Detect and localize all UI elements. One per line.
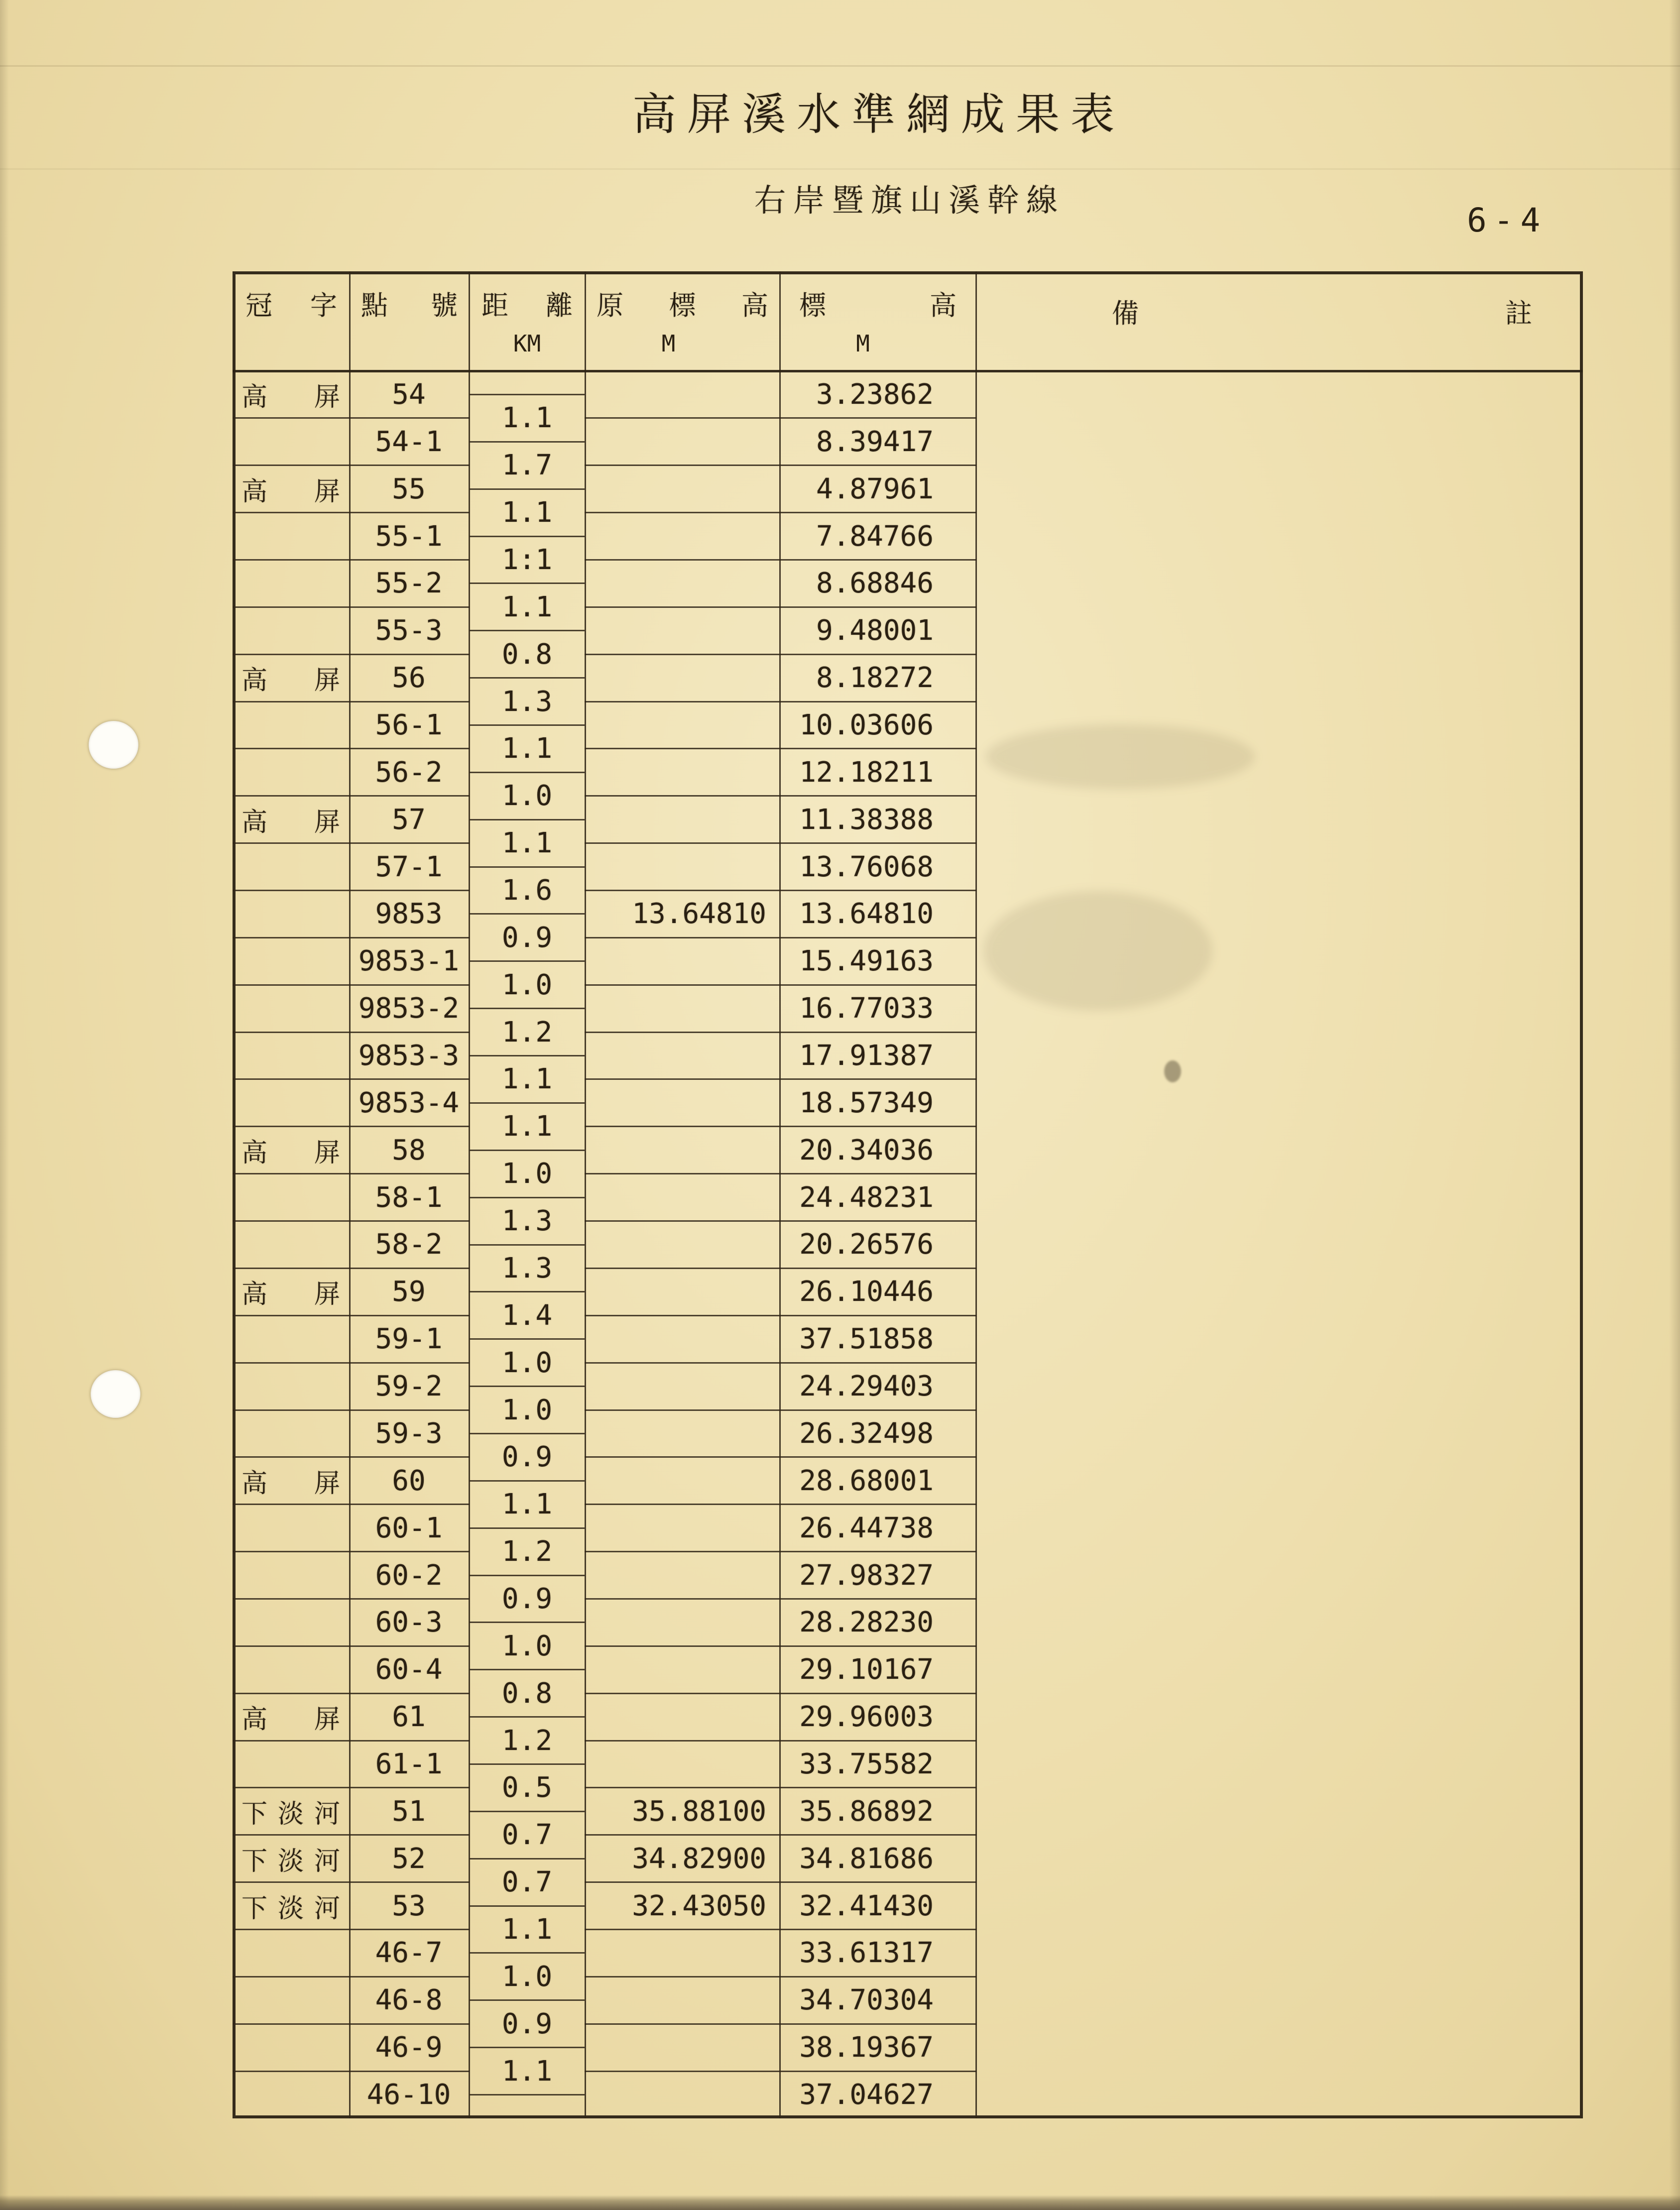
row-prefix: 高 屏 — [241, 382, 340, 412]
row-prefix: 高 屏 — [241, 666, 340, 696]
row-elevation: 24.48231 — [799, 1181, 934, 1214]
row-line — [233, 701, 470, 702]
distance-value: 0.5 — [501, 1771, 553, 1804]
row-line — [233, 1220, 470, 1222]
row-point: 56-2 — [375, 756, 443, 789]
row-elevation: 38.19367 — [799, 2031, 934, 2064]
row-point: 54-1 — [375, 425, 443, 458]
row-line — [233, 1976, 470, 1977]
row-elevation: 16.77033 — [799, 992, 934, 1025]
row-line — [233, 1504, 470, 1505]
row-point: 61-1 — [375, 1748, 443, 1780]
distance-value: 0.8 — [501, 638, 553, 671]
row-point: 9853-1 — [358, 945, 460, 978]
distance-value: 1.1 — [501, 732, 553, 765]
row-line — [585, 1362, 976, 1364]
row-line — [233, 748, 470, 749]
page-subtitle: 右岸暨旗山溪幹線 — [754, 182, 1065, 219]
distance-value: 1.2 — [501, 1016, 553, 1048]
row-line — [233, 1645, 470, 1647]
header-point-label: 點 號 — [361, 290, 458, 321]
row-line — [233, 654, 470, 655]
header-remarks — [976, 271, 1583, 371]
header-orig-elevation-unit: M — [661, 330, 676, 357]
row-line — [585, 2023, 976, 2025]
scan-edge-left — [0, 0, 9, 2210]
row-prefix: 高 屏 — [241, 1468, 340, 1499]
row-line — [233, 1078, 470, 1080]
row-line — [585, 795, 976, 797]
row-line — [585, 1173, 976, 1174]
row-line — [585, 1551, 976, 1552]
distance-value: 0.9 — [501, 1441, 553, 1474]
row-line — [233, 1268, 470, 1269]
row-orig-elevation: 35.88100 — [632, 1795, 766, 1828]
row-point: 46-7 — [375, 1937, 443, 1970]
row-elevation: 26.32498 — [799, 1417, 934, 1450]
row-prefix: 高 屏 — [241, 1705, 340, 1735]
row-prefix: 下 淡 河 — [241, 1846, 340, 1876]
header-prefix-label: 冠 字 — [245, 290, 337, 321]
row-line — [233, 1881, 470, 1883]
distance-value: 1.7 — [501, 449, 553, 482]
header-orig-elevation — [586, 271, 779, 371]
row-point: 61 — [392, 1701, 426, 1734]
row-prefix: 高 屏 — [241, 476, 340, 507]
row-prefix: 高 屏 — [241, 1138, 340, 1168]
row-point: 46-9 — [375, 2031, 443, 2064]
row-line — [233, 1598, 470, 1600]
row-elevation: 34.70304 — [799, 1984, 934, 2017]
distance-value: 1.1 — [501, 590, 553, 623]
header-distance-unit: KM — [513, 330, 541, 357]
row-line — [585, 2071, 976, 2072]
row-line — [585, 748, 976, 749]
row-point: 51 — [392, 1795, 426, 1828]
row-line — [585, 1693, 976, 1694]
row-line — [585, 890, 976, 891]
row-line — [233, 842, 470, 844]
row-line — [585, 1126, 976, 1127]
row-line — [233, 984, 470, 986]
row-line — [233, 1409, 470, 1411]
row-elevation: 10.03606 — [799, 708, 934, 741]
row-point: 57 — [392, 803, 426, 836]
row-point: 60-1 — [375, 1512, 443, 1544]
row-elevation: 33.75582 — [799, 1748, 934, 1780]
distance-value: 0.9 — [501, 2007, 553, 2040]
row-elevation: 26.10446 — [799, 1276, 934, 1308]
row-line — [585, 606, 976, 608]
row-line — [585, 1456, 976, 1458]
row-elevation: 8.68846 — [816, 567, 934, 600]
row-point: 59-2 — [375, 1370, 443, 1403]
row-point: 56-1 — [375, 708, 443, 741]
header-distance-label: 距 離 — [481, 290, 573, 321]
row-point: 60 — [392, 1464, 426, 1497]
row-point: 60-4 — [375, 1653, 443, 1686]
distance-value: 1.1 — [501, 402, 553, 435]
row-line — [585, 1881, 976, 1883]
page-title: 高屏溪水準網成果表 — [632, 89, 1125, 140]
distance-value: 0.8 — [501, 1677, 553, 1710]
paper-crease — [0, 168, 1680, 170]
row-line — [585, 1834, 976, 1836]
row-prefix: 下 淡 河 — [241, 1799, 340, 1829]
row-elevation: 32.41430 — [799, 1889, 934, 1922]
row-point: 55 — [392, 472, 426, 505]
row-point: 9853-2 — [358, 992, 460, 1025]
row-line — [585, 1787, 976, 1788]
row-elevation: 12.18211 — [799, 756, 934, 789]
header-elevation-label: 標 高 — [799, 290, 957, 321]
row-prefix: 高 屏 — [241, 807, 340, 837]
row-point: 55-1 — [375, 520, 443, 553]
row-line — [585, 1929, 976, 1930]
row-orig-elevation: 32.43050 — [632, 1889, 766, 1922]
row-line — [233, 1032, 470, 1033]
row-point: 9853-4 — [358, 1086, 460, 1119]
row-line — [233, 1929, 470, 1930]
row-line — [585, 842, 976, 844]
row-elevation: 27.98327 — [799, 1559, 934, 1592]
punch-hole-top — [89, 721, 138, 769]
distance-value: 1.1 — [501, 2055, 553, 2088]
punch-hole-bottom — [91, 1370, 140, 1418]
header-elevation-unit: M — [856, 330, 870, 357]
distance-value: 1.0 — [501, 968, 553, 1001]
row-line — [233, 1126, 470, 1127]
distance-value: 1.1 — [501, 1110, 553, 1143]
distance-value: 1.3 — [501, 685, 553, 718]
row-elevation: 29.10167 — [799, 1653, 934, 1686]
row-point: 58-1 — [375, 1181, 443, 1214]
distance-value: 1.1 — [501, 1063, 553, 1096]
row-point: 60-3 — [375, 1606, 443, 1639]
row-point: 46-10 — [366, 2079, 451, 2111]
row-line — [585, 465, 976, 466]
row-line — [585, 1504, 976, 1505]
row-line — [233, 1834, 470, 1836]
row-point: 56 — [392, 662, 426, 695]
row-elevation: 29.96003 — [799, 1701, 934, 1734]
row-elevation: 4.87961 — [816, 472, 934, 505]
header-orig-elevation-label: 原 標 高 — [597, 290, 768, 321]
distance-value: 1.0 — [501, 1629, 553, 1662]
row-line — [233, 1693, 470, 1694]
distance-value: 0.7 — [501, 1866, 553, 1899]
row-elevation: 17.91387 — [799, 1040, 934, 1072]
row-line — [585, 1268, 976, 1269]
row-line — [585, 1078, 976, 1080]
distance-value: 1.2 — [501, 1724, 553, 1757]
row-line — [233, 937, 470, 938]
paper-crease — [0, 65, 1680, 67]
distance-value: 1.0 — [501, 1158, 553, 1190]
distance-value: 1.4 — [501, 1299, 553, 1332]
row-elevation: 28.28230 — [799, 1606, 934, 1639]
row-line — [233, 2071, 470, 2072]
header-remarks-label: 備 註 — [1112, 298, 1532, 329]
row-line — [585, 1740, 976, 1742]
row-elevation: 8.39417 — [816, 425, 934, 458]
row-elevation: 3.23862 — [816, 378, 934, 411]
row-point: 55-2 — [375, 567, 443, 600]
row-line — [233, 795, 470, 797]
row-point: 9853-3 — [358, 1040, 460, 1072]
row-point: 46-8 — [375, 1984, 443, 2017]
row-elevation: 8.18272 — [816, 662, 934, 695]
distance-value: 1.1 — [501, 1913, 553, 1946]
header-elevation — [780, 271, 975, 371]
row-line — [233, 465, 470, 466]
row-point: 57-1 — [375, 850, 443, 883]
row-line — [585, 512, 976, 513]
row-line — [233, 1315, 470, 1316]
row-elevation: 34.81686 — [799, 1842, 934, 1875]
distance-value: 1.2 — [501, 1535, 553, 1568]
row-elevation: 37.04627 — [799, 2079, 934, 2111]
distance-value: 1.1 — [501, 1488, 553, 1521]
row-line — [233, 512, 470, 513]
row-point: 58-2 — [375, 1228, 443, 1261]
row-line — [233, 606, 470, 608]
row-elevation: 15.49163 — [799, 945, 934, 978]
row-elevation: 13.64810 — [799, 898, 934, 931]
row-line — [233, 1787, 470, 1788]
row-point: 54 — [392, 378, 426, 411]
row-elevation: 7.84766 — [816, 520, 934, 553]
row-elevation: 20.34036 — [799, 1134, 934, 1166]
row-point: 58 — [392, 1134, 426, 1166]
row-orig-elevation: 13.64810 — [632, 898, 766, 931]
distance-value: 0.9 — [501, 921, 553, 954]
row-line — [585, 417, 976, 419]
row-elevation: 11.38388 — [799, 803, 934, 836]
row-line — [585, 984, 976, 986]
distance-value: 1.1 — [501, 496, 553, 529]
row-line — [585, 654, 976, 655]
scan-edge-right — [1669, 0, 1680, 2210]
row-prefix: 下 淡 河 — [241, 1893, 340, 1924]
distance-value: 1.3 — [501, 1205, 553, 1238]
row-elevation: 33.61317 — [799, 1937, 934, 1970]
row-point: 55-3 — [375, 614, 443, 647]
row-line — [585, 1598, 976, 1600]
distance-value: 1.0 — [501, 780, 553, 813]
row-point: 53 — [392, 1889, 426, 1922]
row-line — [585, 1032, 976, 1033]
header-prefix — [233, 271, 350, 371]
row-elevation: 24.29403 — [799, 1370, 934, 1403]
row-line — [585, 559, 976, 561]
row-elevation: 35.86892 — [799, 1795, 934, 1828]
row-line — [585, 937, 976, 938]
row-point: 59-1 — [375, 1323, 443, 1356]
scan-edge-bottom — [0, 2195, 1680, 2210]
row-point: 59 — [392, 1276, 426, 1308]
distance-value: 1.0 — [501, 1960, 553, 1993]
distance-value: 1.0 — [501, 1394, 553, 1426]
row-line — [585, 1220, 976, 1222]
row-elevation: 13.76068 — [799, 850, 934, 883]
row-prefix: 高 屏 — [241, 1279, 340, 1310]
row-line — [585, 1409, 976, 1411]
row-point: 52 — [392, 1842, 426, 1875]
column-divider — [975, 271, 977, 2118]
distance-value: 1.0 — [501, 1346, 553, 1379]
distance-value: 1.1 — [501, 827, 553, 860]
row-point: 9853 — [375, 898, 443, 931]
distance-value: 1.3 — [501, 1252, 553, 1284]
row-line — [233, 890, 470, 891]
row-line — [233, 1456, 470, 1458]
leveling-results-table — [233, 271, 1583, 2118]
distance-value: 0.7 — [501, 1819, 553, 1852]
row-elevation: 28.68001 — [799, 1464, 934, 1497]
header-point — [350, 271, 469, 371]
row-line — [233, 417, 470, 419]
header-distance — [470, 271, 585, 371]
row-line — [233, 1173, 470, 1174]
row-line — [233, 1740, 470, 1742]
row-line — [585, 1315, 976, 1316]
row-line — [585, 1976, 976, 1977]
row-point: 60-2 — [375, 1559, 443, 1592]
row-line — [233, 1551, 470, 1552]
row-elevation: 9.48001 — [816, 614, 934, 647]
distance-value: 0.9 — [501, 1582, 553, 1615]
row-line — [233, 2023, 470, 2025]
distance-value: 1.6 — [501, 874, 553, 907]
row-elevation: 20.26576 — [799, 1228, 934, 1261]
row-elevation: 37.51858 — [799, 1323, 934, 1356]
row-orig-elevation: 34.82900 — [632, 1842, 766, 1875]
row-line — [585, 701, 976, 702]
row-elevation: 18.57349 — [799, 1086, 934, 1119]
distance-value: 1:1 — [501, 543, 553, 576]
row-line — [233, 559, 470, 561]
row-line — [233, 1362, 470, 1364]
row-elevation: 26.44738 — [799, 1512, 934, 1544]
row-point: 59-3 — [375, 1417, 443, 1450]
page-number: 6-4 — [1467, 201, 1548, 239]
row-line — [585, 1645, 976, 1647]
